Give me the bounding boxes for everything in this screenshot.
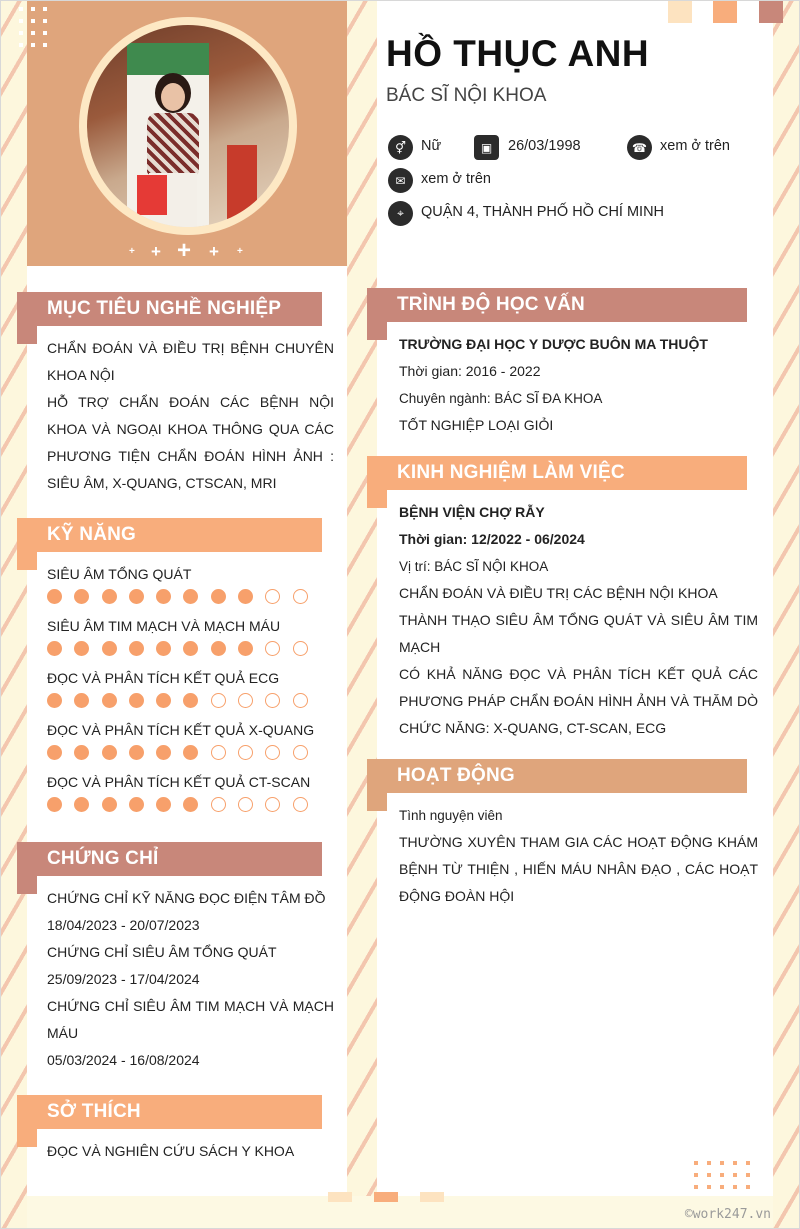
skill-label: ĐỌC VÀ PHÂN TÍCH KẾT QUẢ ECG xyxy=(47,670,280,686)
rating-dot-filled xyxy=(156,589,171,604)
avatar xyxy=(87,25,289,227)
calendar-icon: ▣ xyxy=(474,135,499,160)
rating-dot-empty xyxy=(238,693,253,708)
skill-rating xyxy=(47,745,308,760)
certificate-3-name: CHỨNG CHỈ SIÊU ÂM TIM MẠCH VÀ MẠCH MÁU xyxy=(47,998,334,1041)
watermark: ©work247.vn xyxy=(684,1207,771,1222)
rating-dot-filled xyxy=(183,589,198,604)
rating-dot-filled xyxy=(129,745,144,760)
skill-label: SIÊU ÂM TIM MẠCH VÀ MẠCH MÁU xyxy=(47,618,281,634)
rating-dot-empty xyxy=(265,589,280,604)
certificate-2-date: 25/09/2023 - 17/04/2024 xyxy=(47,971,200,987)
rating-dot-filled xyxy=(102,797,117,812)
rating-dot-filled xyxy=(129,641,144,656)
rating-dot-filled xyxy=(102,745,117,760)
rating-dot-filled xyxy=(183,797,198,812)
rating-dot-filled xyxy=(211,641,226,656)
skill-label: ĐỌC VÀ PHÂN TÍCH KẾT QUẢ CT-SCAN xyxy=(47,774,311,790)
certificate-3-date: 05/03/2024 - 16/08/2024 xyxy=(47,1052,200,1068)
experience-company: BỆNH VIỆN CHỢ RẪY xyxy=(399,504,545,520)
experience-time: Thời gian: 12/2022 - 06/2024 xyxy=(399,531,585,547)
rating-dot-filled xyxy=(74,589,89,604)
education-major: Chuyên ngành: BÁC SĨ ĐA KHOA xyxy=(399,391,603,406)
phone-value: xem ở trên xyxy=(660,138,730,154)
rating-dot-empty xyxy=(293,797,308,812)
deco-bar xyxy=(328,1192,352,1202)
objective-text-1: CHẨN ĐOÁN VÀ ĐIỀU TRỊ BỆNH CHUYÊN KHOA NỘI xyxy=(47,340,334,383)
rating-dot-filled xyxy=(47,745,62,760)
rating-dot-filled xyxy=(156,745,171,760)
rating-dot-empty xyxy=(293,641,308,656)
activities-role: Tình nguyện viên xyxy=(399,808,503,823)
activities-title: HOẠT ĐỘNG xyxy=(367,759,747,793)
rating-dot-empty xyxy=(265,693,280,708)
hobby-1: ĐỌC VÀ NGHIÊN CỨU SÁCH Y KHOA xyxy=(47,1143,295,1159)
rating-dot-filled xyxy=(129,589,144,604)
experience-position: Vị trí: BÁC SĨ NỘI KHOA xyxy=(399,559,549,574)
rating-dot-filled xyxy=(156,693,171,708)
bottom-band xyxy=(27,1196,773,1229)
rating-dot-filled xyxy=(238,641,253,656)
rating-dot-filled xyxy=(129,693,144,708)
rating-dot-filled xyxy=(183,693,198,708)
rating-dot-filled xyxy=(156,641,171,656)
experience-duty-1: CHẨN ĐOÁN VÀ ĐIỀU TRỊ CÁC BỆNH NỘI KHOA xyxy=(399,585,718,601)
avatar-frame xyxy=(79,17,297,235)
rating-dot-empty xyxy=(238,745,253,760)
rating-dot-empty xyxy=(265,641,280,656)
address-value: QUẬN 4, THÀNH PHỐ HỒ CHÍ MINH xyxy=(421,204,665,220)
skill-rating xyxy=(47,641,308,656)
rating-dot-filled xyxy=(211,589,226,604)
certificate-1-name: CHỨNG CHỈ KỸ NĂNG ĐỌC ĐIỆN TÂM ĐỒ xyxy=(47,890,326,906)
full-name: HỒ THỤC ANH xyxy=(386,33,650,74)
skill-label: ĐỌC VÀ PHÂN TÍCH KẾT QUẢ X-QUANG xyxy=(47,722,315,738)
gender-value: Nữ xyxy=(421,138,442,154)
skill-label: SIÊU ÂM TỔNG QUÁT xyxy=(47,566,192,582)
rating-dot-filled xyxy=(47,693,62,708)
rating-dot-filled xyxy=(102,641,117,656)
rating-dot-filled xyxy=(183,745,198,760)
rating-dot-filled xyxy=(238,589,253,604)
certificates-title: CHỨNG CHỈ xyxy=(17,842,322,876)
deco-square xyxy=(668,1,692,23)
experience-duty-2: THÀNH THẠO SIÊU ÂM TỔNG QUÁT VÀ SIÊU ÂM TIM MẠCH xyxy=(399,612,758,655)
education-title: TRÌNH ĐỘ HỌC VẤN xyxy=(367,288,747,322)
rating-dot-filled xyxy=(102,693,117,708)
rating-dot-empty xyxy=(265,745,280,760)
skill-rating xyxy=(47,797,308,812)
rating-dot-empty xyxy=(211,797,226,812)
rating-dot-filled xyxy=(47,589,62,604)
deco-square xyxy=(759,1,783,23)
deco-bar xyxy=(420,1192,444,1202)
skill-rating xyxy=(47,589,308,604)
phone-icon: ☎ xyxy=(627,135,652,160)
rating-dot-empty xyxy=(211,745,226,760)
rating-dot-filled xyxy=(74,641,89,656)
rating-dot-empty xyxy=(293,745,308,760)
job-title: BÁC SĨ NỘI KHOA xyxy=(386,85,547,106)
experience-title: KINH NGHIỆM LÀM VIỆC xyxy=(367,456,747,490)
email-value: xem ở trên xyxy=(421,171,491,187)
objective-text-2: HỖ TRỢ CHẨN ĐOÁN CÁC BỆNH NỘI KHOA VÀ NGOẠI KHOA THÔNG QUA CÁC PHƯƠNG TIỆN CHẨN ĐOÁN HÌNH ẢNH : SIÊU ÂM, X-QUANG, CTSCAN, MRI xyxy=(47,394,334,491)
experience-duty-3: CÓ KHẢ NĂNG ĐỌC VÀ PHÂN TÍCH KẾT QUẢ CÁC PHƯƠNG PHÁP CHẨN ĐOÁN HÌNH ẢNH VÀ THĂM DÒ CHỨC NĂNG: X-QUANG, CT-SCAN, ECG xyxy=(399,666,758,736)
skills-title: KỸ NĂNG xyxy=(17,518,322,552)
education-school: TRƯỜNG ĐẠI HỌC Y DƯỢC BUÔN MA THUỘT xyxy=(399,336,708,352)
activities-description: THƯỜNG XUYÊN THAM GIA CÁC HOẠT ĐỘNG KHÁM BỆNH TỪ THIỆN , HIẾN MÁU NHÂN ĐẠO , CÁC HOẠT ĐỘNG ĐOÀN HỘI xyxy=(399,834,758,904)
rating-dot-filled xyxy=(47,797,62,812)
rating-dot-filled xyxy=(74,745,89,760)
objective-title: MỤC TIÊU NGHỀ NGHIỆP xyxy=(17,292,322,326)
rating-dot-filled xyxy=(102,589,117,604)
birthday-value: 26/03/1998 xyxy=(508,138,581,154)
deco-square xyxy=(713,1,737,23)
middle-stripe-decoration xyxy=(347,1,377,1229)
cv-page: + + + + + HỒ THỤC ANH BÁC SĨ NỘI KHOA ⚥ Nữ ▣ 26/03/1998 ☎ xem ở trên ✉ xem ở trên ⌖ QUẬN 4, THÀNH PHỐ HỒ CHÍ MINH MỤC TIÊU NGHỀ NGHIỆP CHẨN ĐOÁN VÀ ĐIỀU TRỊ BỆNH CHUYÊN KHOA NỘI HỖ TRỢ CHẨN ĐOÁN CÁC BỆNH NỘI KHOA VÀ NGOẠI KHOA THÔNG QUA CÁC PHƯƠNG TIỆN CHẨN ĐOÁN HÌNH ẢNH : SIÊU ÂM, X-QUANG, CTSCAN, MRI KỸ NĂNG CHỨNG CHỈ CHỨNG CHỈ KỸ NĂNG ĐỌC ĐIỆN TÂM ĐỒ 18/04/2023 - 20/07/2023 CHỨNG CHỈ SIÊU ÂM TỔNG QUÁT 25/09/2023 - 17/04/2024 CHỨNG CHỈ SIÊU ÂM TIM MẠCH VÀ MẠCH MÁU 05/03/2024 - 16/08/2024 SỞ THÍCH ĐỌC VÀ NGHIÊN CỨU SÁCH Y KHOA TRÌNH ĐỘ HỌC VẤN TRƯỜNG ĐẠI HỌC Y DƯỢC BUÔN MA THUỘT Thời gian: 2016 - 2022 Chuyên ngành: BÁC SĨ ĐA KHOA TỐT NGHIỆP LOẠI GIỎI KINH NGHIỆM LÀM VIỆC BỆNH VIỆN CHỢ RẪY Thời gian: 12/2022 - 06/2024 Vị trí: BÁC SĨ NỘI KHOA CHẨN ĐOÁN VÀ ĐIỀU TRỊ CÁC BỆNH NỘI KHOA THÀNH THẠO SIÊU ÂM TỔNG QUÁT VÀ SIÊU ÂM TIM MẠCH CÓ KHẢ NĂNG ĐỌC VÀ PHÂN TÍCH KẾT QUẢ CÁC PHƯƠNG PHÁP CHẨN ĐOÁN HÌNH ẢNH VÀ THĂM DÒ CHỨC NĂNG: X-QUANG, CT-SCAN, ECG HOẠT ĐỘNG Tình nguyện viên THƯỜNG XUYÊN THAM GIA CÁC HOẠT ĐỘNG KHÁM BỆNH TỪ THIỆN , HIẾN MÁU NHÂN ĐẠO , CÁC HOẠT ĐỘNG ĐOÀN HỘI ©work247.vn SIÊU ÂM TỔNG QUÁT SIÊU ÂM TIM MẠCH VÀ MẠCH MÁU ĐỌC VÀ PHÂN TÍCH KẾT QUẢ ECG ĐỌC VÀ PHÂN TÍCH KẾT QUẢ X-QUANG ĐỌC VÀ PHÂN TÍCH KẾT QUẢ CT-SCAN xyxy=(0,0,800,1229)
skill-rating xyxy=(47,693,308,708)
rating-dot-filled xyxy=(129,797,144,812)
rating-dot-empty xyxy=(211,693,226,708)
right-stripe-decoration xyxy=(773,1,800,1229)
location-icon: ⌖ xyxy=(388,201,413,226)
rating-dot-filled xyxy=(156,797,171,812)
gender-icon: ⚥ xyxy=(388,135,413,160)
certificate-2-name: CHỨNG CHỈ SIÊU ÂM TỔNG QUÁT xyxy=(47,944,277,960)
rating-dot-empty xyxy=(238,797,253,812)
education-grade: TỐT NGHIỆP LOẠI GIỎI xyxy=(399,417,554,433)
rating-dot-empty xyxy=(293,589,308,604)
rating-dot-empty xyxy=(265,797,280,812)
deco-bar xyxy=(374,1192,398,1202)
certificate-1-date: 18/04/2023 - 20/07/2023 xyxy=(47,917,200,933)
hobbies-title: SỞ THÍCH xyxy=(17,1095,322,1129)
rating-dot-filled xyxy=(74,693,89,708)
rating-dot-filled xyxy=(183,641,198,656)
email-icon: ✉ xyxy=(388,168,413,193)
rating-dot-filled xyxy=(47,641,62,656)
education-time: Thời gian: 2016 - 2022 xyxy=(399,363,541,379)
left-stripe-decoration xyxy=(1,1,27,1229)
rating-dot-filled xyxy=(74,797,89,812)
rating-dot-empty xyxy=(293,693,308,708)
